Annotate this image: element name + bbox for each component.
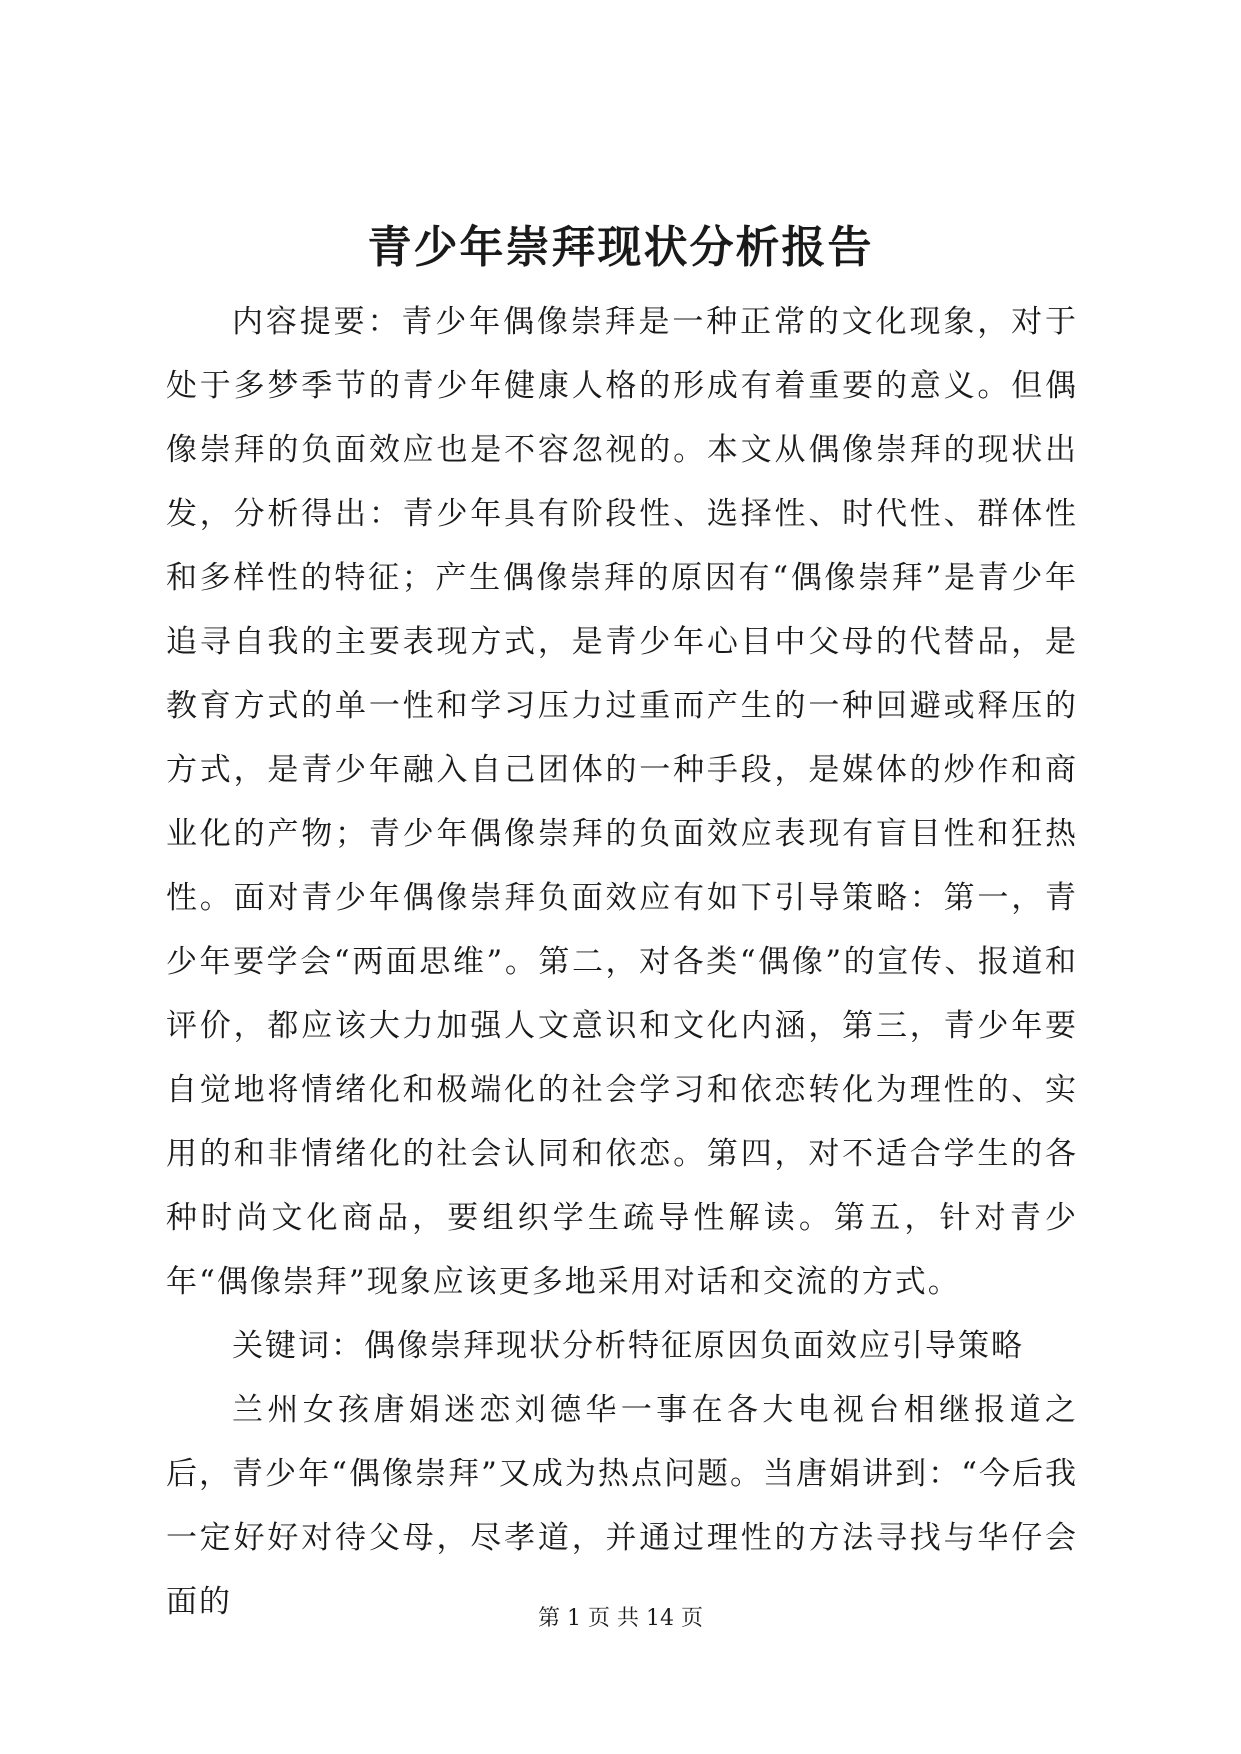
page-number-footer: 第 1 页 共 14 页 bbox=[538, 1606, 703, 1631]
intro-paragraph: 兰州女孩唐娟迷恋刘德华一事在各大电视台相继报道之后，青少年“偶像崇拜”又成为热点问题。当唐娟讲到：“今后我一定好好对待父母，尽孝道，并通过理性的方法寻找与华仔会面的 bbox=[166, 1392, 1078, 1620]
abstract-paragraph: 内容提要：青少年偶像崇拜是一种正常的文化现象，对于处于多梦季节的青少年健康人格的形成有着重要的意义。但偶像崇拜的负面效应也是不容忽视的。本文从偶像崇拜的现状出发，分析得出：青少年具有阶段性、选择性、时代性、群体性和多样性的特征；产生偶像崇拜的原因有“偶像崇拜”是青少年追寻自我的主要表现方式，是青少年心目中父母的代替品，是教育方式的单一性和学习压力过重而产生的一种回避或释压的方式，是青少年融入自己团体的一种手段，是媒体的炒作和商业化的产物；青少年偶像崇拜的负面效应表现有盲目性和狂热性。面对青少年偶像崇拜负面效应有如下引导策略：第一，青少年要学会“两面思维”。第二，对各类“偶像”的宣传、报道和评价，都应该大力加强人文意识和文化内涵，第三，青少年要自觉地将情绪化和极端化的社会学习和依恋转化为理性的、实用的和非情绪化的社会认同和依恋。第四，对不适合学生的各种时尚文化商品，要组织学生疏导性解读。第五，针对青少年“偶像崇拜”现象应该更多地采用对话和交流的方式。 bbox=[166, 304, 1078, 1300]
keywords-paragraph: 关键词：偶像崇拜现状分析特征原因负面效应引导策略 bbox=[232, 1328, 1024, 1364]
document-title: 青少年崇拜现状分析报告 bbox=[367, 222, 874, 273]
document-body bbox=[166, 290, 1078, 1634]
